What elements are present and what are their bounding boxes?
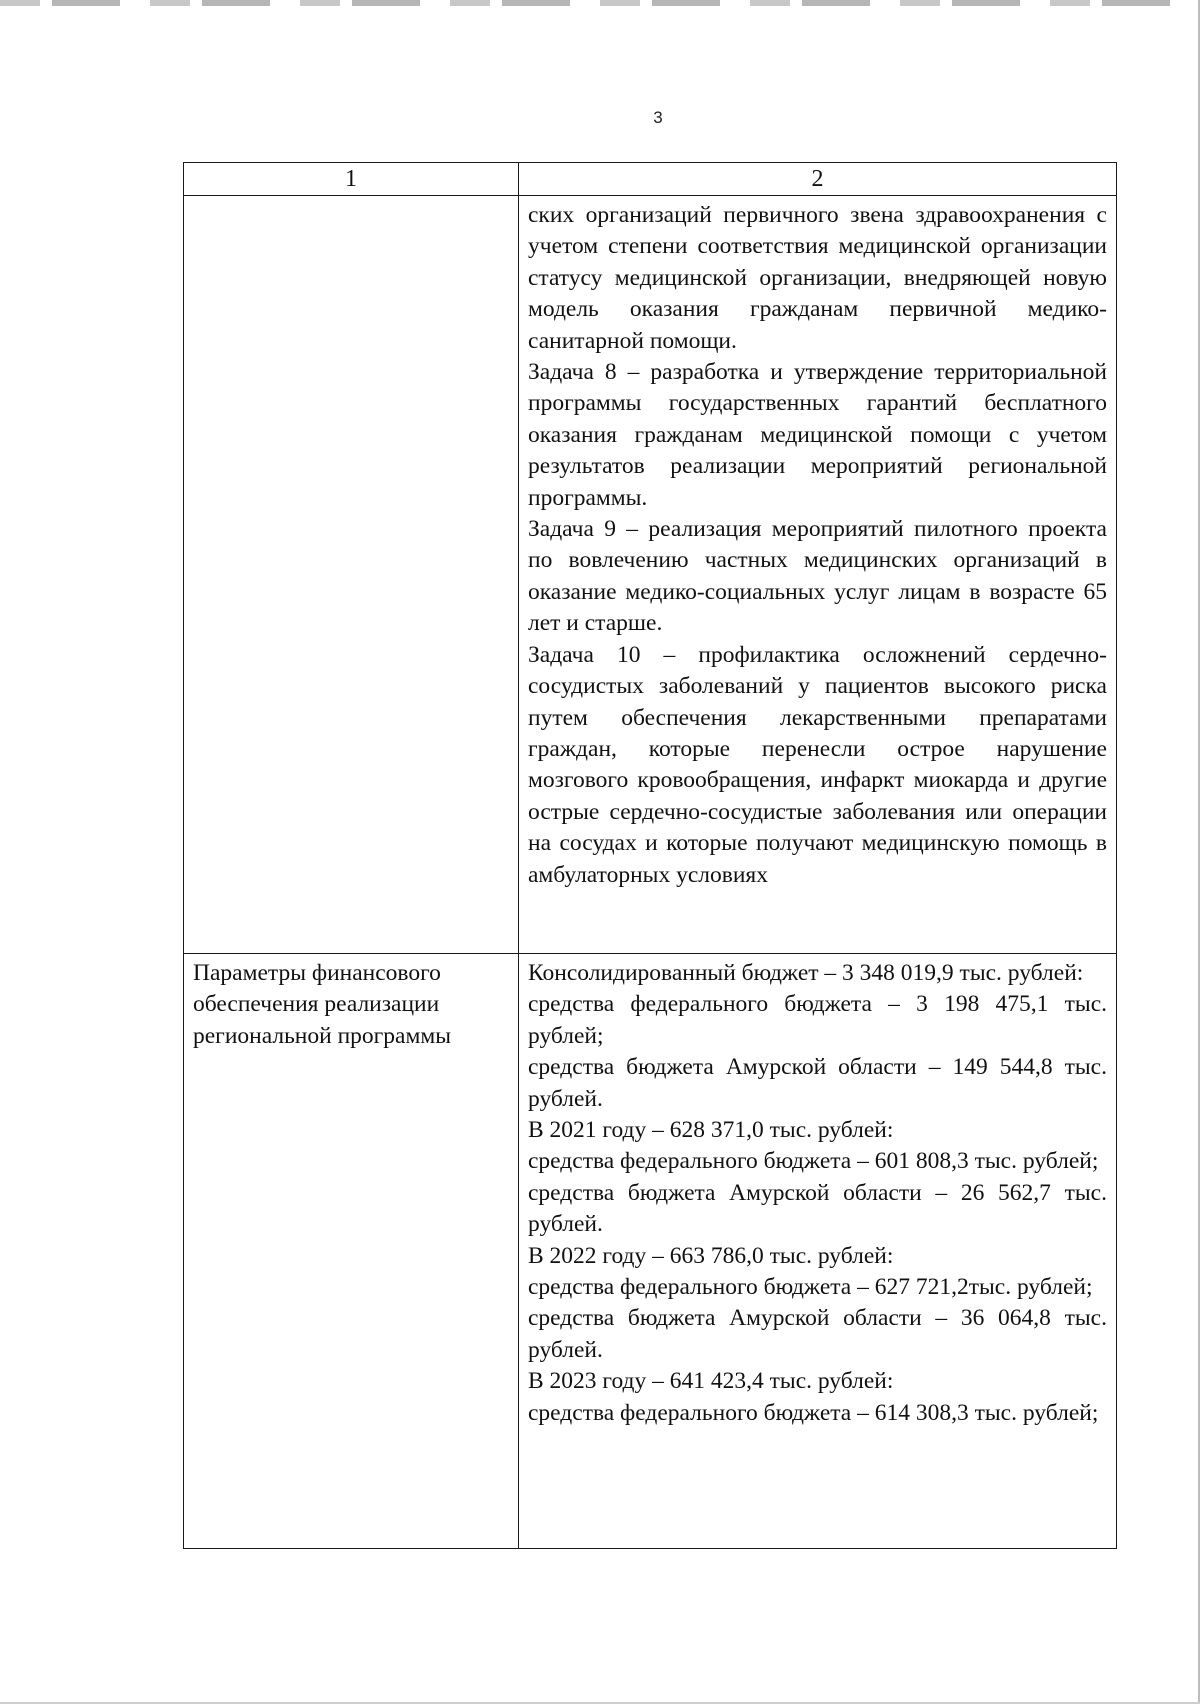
financing-line: средства федерального бюджета – 601 808,3 тыс. рублей; — [528, 1148, 1099, 1175]
row-content-financing — [519, 954, 1116, 1429]
table-row — [184, 954, 1117, 1549]
row-label — [184, 196, 518, 200]
column-header-1: 1 — [184, 163, 519, 196]
paragraph-task-10: Задача 10 – профилактика осложнений сердечно-сосудистых заболеваний у пациентов высокого риска путем обеспечения лекарственными препаратами граждан, которые перенесли острое нарушение мозгового кровообращения, инфаркт миокарда и другие острые сердечно-сосудистые заболевания или операции на сосудах и которые получают медицинскую помощь в амбулаторных условиях — [528, 641, 1107, 888]
program-passport-table — [183, 162, 1117, 1549]
paragraph: ских организаций первичного звена здравоохранения с учетом степени соответствия медицинской организации статусу медицинской организации, внедряющей новую модель оказания гражданам первичной медико-санитарной помощи. — [528, 202, 1107, 354]
financing-line: средства федерального бюджета – 627 721,2тыс. рублей; — [528, 1274, 1093, 1301]
financing-line: средства федерального бюджета – 3 198 475,1 тыс. рублей; — [528, 991, 1107, 1049]
row-content-cell — [519, 196, 1117, 954]
financing-line: В 2022 году – 663 786,0 тыс. рублей: — [528, 1242, 894, 1269]
page-number: 3 — [653, 108, 663, 127]
row-content-cell — [519, 954, 1117, 1549]
table-row — [184, 196, 1117, 954]
row-label-cell — [184, 954, 519, 1549]
scan-artifact-top — [0, 0, 1200, 6]
row-content — [519, 196, 1116, 891]
table-header-row — [184, 163, 1117, 196]
row-label-financing: Параметры финансового обеспечения реализации региональной программы — [193, 960, 452, 1049]
financing-line: В 2021 году – 628 371,0 тыс. рублей: — [528, 1117, 894, 1144]
financing-line: средства федерального бюджета – 614 308,3 тыс. рублей; — [528, 1399, 1099, 1426]
financing-line: В 2023 году – 641 423,4 тыс. рублей: — [528, 1368, 894, 1395]
column-header-2: 2 — [519, 163, 1117, 196]
financing-line: средства бюджета Амурской области – 149 544,8 тыс. рублей. — [528, 1054, 1107, 1112]
financing-line: средства бюджета Амурской области – 36 064,8 тыс. рублей. — [528, 1305, 1107, 1363]
financing-line: средства бюджета Амурской области – 26 562,7 тыс. рублей. — [528, 1179, 1107, 1238]
paragraph-task-9: Задача 9 – реализация мероприятий пилотного проекта по вовлечению частных медицинских организаций в оказание медико-социальных услуг лицам в возрасте 65 лет и старше. — [528, 516, 1107, 637]
row-label-cell — [184, 196, 519, 954]
paragraph-task-8: Задача 8 – разработка и утверждение территориальной программы государственных гарантий бесплатного оказания гражданам медицинской помощи с учетом результатов реализации мероприятий региональной программы. — [528, 359, 1107, 511]
financing-line: Консолидированный бюджет – 3 348 019,9 тыс. рублей: — [528, 960, 1084, 986]
